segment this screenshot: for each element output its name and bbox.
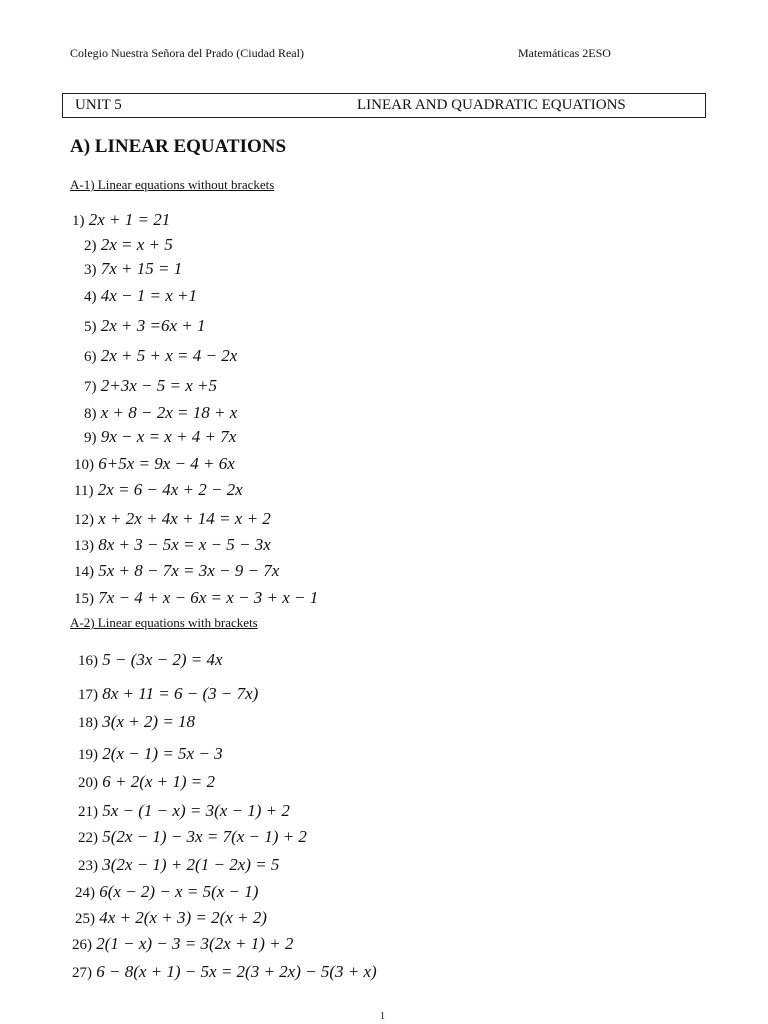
equation-number: 25) xyxy=(75,911,95,927)
equation-number: 8) xyxy=(84,406,97,422)
equation-expression: 4x − 1 = x +1 xyxy=(100,286,198,305)
header-school: Colegio Nuestra Señora del Prado (Ciudad Real) xyxy=(70,46,304,60)
equation-item xyxy=(74,561,279,581)
equation-item xyxy=(72,210,170,230)
equation-number: 27) xyxy=(72,965,92,981)
equation-expression: 3(x + 2) = 18 xyxy=(102,712,196,731)
equation-expression: 6(x − 2) − x = 5(x − 1) xyxy=(99,882,259,901)
equation-item xyxy=(78,827,307,847)
equation-expression: 2x = 6 − 4x + 2 − 2x xyxy=(97,480,243,499)
header-subject: Matemáticas 2ESO xyxy=(518,46,611,60)
equation-item xyxy=(78,772,215,792)
equation-item xyxy=(74,509,271,529)
equation-expression: 5x − (1 − x) = 3(x − 1) + 2 xyxy=(102,801,290,820)
equation-expression: 6+5x = 9x − 4 + 6x xyxy=(98,454,235,473)
equation-number: 6) xyxy=(84,349,97,365)
equation-expression: 2x = x + 5 xyxy=(100,235,173,254)
equation-expression: 2x + 3 =6x + 1 xyxy=(100,316,206,335)
equation-number: 17) xyxy=(78,687,98,703)
equation-number: 14) xyxy=(74,564,94,580)
equation-expression: 2(x − 1) = 5x − 3 xyxy=(102,744,223,763)
equation-number: 23) xyxy=(78,858,98,874)
equation-expression: 8x + 3 − 5x = x − 5 − 3x xyxy=(98,535,271,554)
equation-item xyxy=(84,403,237,423)
equation-expression: 3(2x − 1) + 2(1 − 2x) = 5 xyxy=(102,855,280,874)
equation-item xyxy=(84,376,217,396)
equation-item xyxy=(84,427,236,447)
section-title: A) LINEAR EQUATIONS xyxy=(70,136,287,157)
page-number: 1 xyxy=(380,1011,385,1022)
equation-expression: 5 − (3x − 2) = 4x xyxy=(102,650,223,669)
equation-item xyxy=(78,744,223,764)
equation-number: 4) xyxy=(84,289,97,305)
equation-expression: 8x + 11 = 6 − (3 − 7x) xyxy=(102,684,259,703)
equation-number: 20) xyxy=(78,775,98,791)
equation-number: 3) xyxy=(84,262,97,278)
equation-item xyxy=(72,934,293,954)
equation-number: 26) xyxy=(72,937,92,953)
equation-number: 15) xyxy=(74,591,94,607)
unit-box xyxy=(62,93,706,118)
equation-expression: 7x − 4 + x − 6x = x − 3 + x − 1 xyxy=(98,588,319,607)
equation-item xyxy=(84,316,206,336)
equation-expression: 9x − x = x + 4 + 7x xyxy=(100,427,237,446)
equation-item xyxy=(84,346,237,366)
equation-number: 7) xyxy=(84,379,97,395)
equation-number: 11) xyxy=(74,483,94,499)
equation-item xyxy=(74,535,271,555)
equation-expression: 7x + 15 = 1 xyxy=(100,259,183,278)
equation-expression: 2x + 5 + x = 4 − 2x xyxy=(100,346,238,365)
subsection-a2-heading: A-2) Linear equations with brackets xyxy=(70,615,258,630)
equation-expression: 5(2x − 1) − 3x = 7(x − 1) + 2 xyxy=(102,827,307,846)
equation-item xyxy=(84,259,182,279)
equation-item xyxy=(78,650,223,670)
equation-expression: 6 + 2(x + 1) = 2 xyxy=(102,772,216,791)
equation-number: 12) xyxy=(74,512,94,528)
equation-expression: 5x + 8 − 7x = 3x − 9 − 7x xyxy=(98,561,280,580)
equation-expression: x + 2x + 4x + 14 = x + 2 xyxy=(98,509,271,528)
equation-expression: x + 8 − 2x = 18 + x xyxy=(100,403,238,422)
equation-item xyxy=(84,235,173,255)
equation-expression: 6 − 8(x + 1) − 5x = 2(3 + 2x) − 5(3 + x) xyxy=(96,962,377,981)
equation-expression: 2+3x − 5 = x +5 xyxy=(100,376,217,395)
equation-item xyxy=(84,286,197,306)
equation-item xyxy=(78,712,195,732)
equation-item xyxy=(72,962,377,982)
equation-number: 5) xyxy=(84,319,97,335)
equation-number: 18) xyxy=(78,715,98,731)
equation-number: 13) xyxy=(74,538,94,554)
equation-item xyxy=(78,684,258,704)
equation-expression: 2(1 − x) − 3 = 3(2x + 1) + 2 xyxy=(96,934,294,953)
equation-number: 10) xyxy=(74,457,94,473)
equation-item xyxy=(75,908,267,928)
equation-number: 24) xyxy=(75,885,95,901)
equation-item xyxy=(78,801,290,821)
unit-title: LINEAR AND QUADRATIC EQUATIONS xyxy=(357,97,626,113)
equation-item xyxy=(78,855,279,875)
unit-label: UNIT 5 xyxy=(75,97,122,113)
subsection-a1-heading: A-1) Linear equations without brackets xyxy=(70,177,275,192)
equation-number: 21) xyxy=(78,804,98,820)
equation-item xyxy=(74,480,243,500)
equation-item xyxy=(75,882,258,902)
equation-expression: 2x + 1 = 21 xyxy=(88,210,171,229)
equation-number: 22) xyxy=(78,830,98,846)
equation-item xyxy=(74,588,318,608)
equation-number: 16) xyxy=(78,653,98,669)
equation-number: 9) xyxy=(84,430,97,446)
equation-number: 19) xyxy=(78,747,98,763)
equation-number: 2) xyxy=(84,238,97,254)
equation-item xyxy=(74,454,235,474)
equation-number: 1) xyxy=(72,213,85,229)
equation-expression: 4x + 2(x + 3) = 2(x + 2) xyxy=(99,908,267,927)
